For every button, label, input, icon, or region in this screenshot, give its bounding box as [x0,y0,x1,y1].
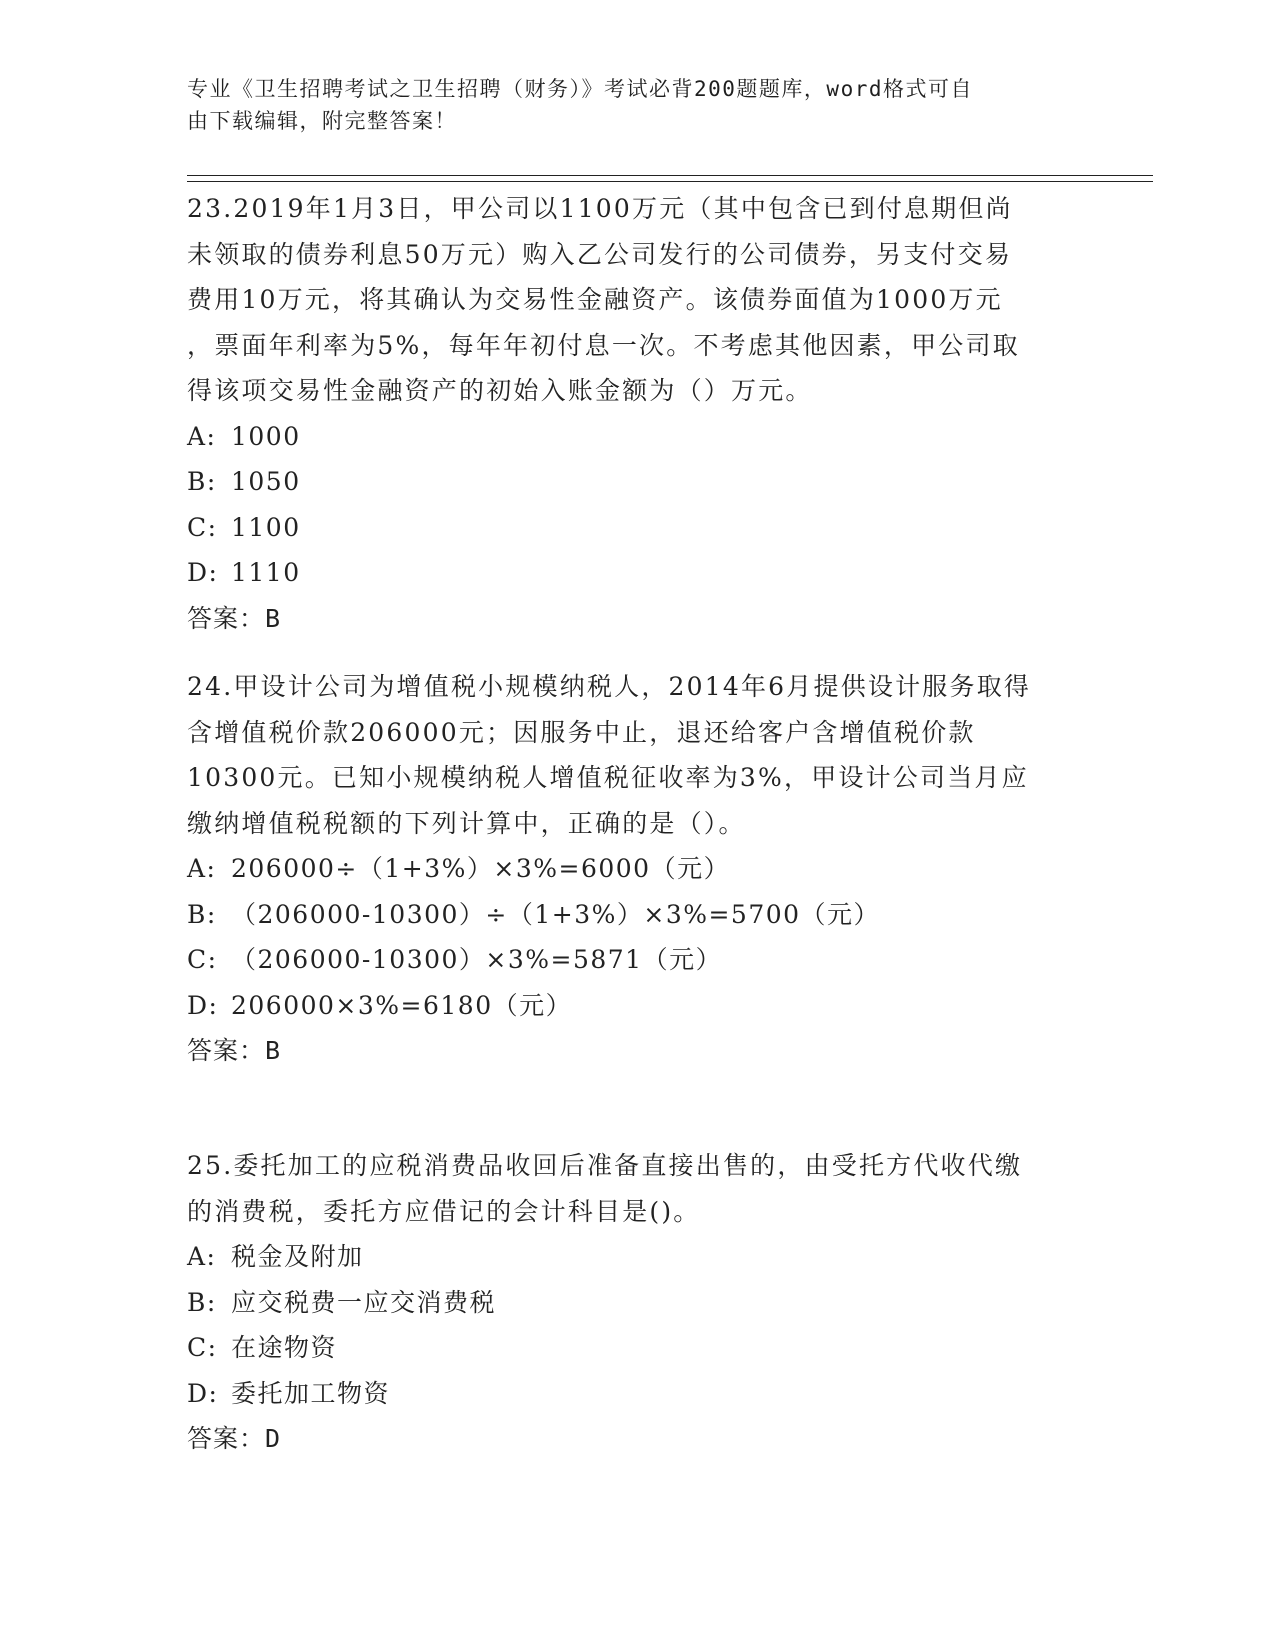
question-24 [187,664,1087,1074]
option-a [187,1234,1087,1280]
header-line-2: 由下载编辑，附完整答案！ [187,109,457,133]
option-letter: C: [187,1333,218,1362]
option-text: 206000÷（1+3%）×3%=6000（元） [231,854,731,883]
option-text: 税金及附加 [231,1242,364,1271]
header-divider-top [187,175,1153,176]
option-letter: D: [187,1378,219,1408]
header-divider-bottom [187,181,1153,182]
option-text: 1110 [231,558,301,587]
stem-line: 24.甲设计公司为增值税小规模纳税人，2014年6月提供设计服务取得 [187,672,1032,701]
question-23 [187,186,1087,641]
answer-line: 答案：B [187,603,282,633]
option-b [187,892,1087,938]
option-text: 应交税费一应交消费税 [231,1287,497,1317]
question-stem [187,664,1087,846]
answer-line: 答案：D [187,1424,282,1453]
question-25 [187,1143,1087,1462]
stem-line: 费用10万元，将其确认为交易性金融资产。该债券面值为1000万元 [187,285,1003,314]
option-text: 1000 [231,421,301,451]
stem-line: 缴纳增值税税额的下列计算中，正确的是（）。 [187,808,746,838]
stem-line: 23.2019年1月3日，甲公司以1100万元（其中包含已到付息期但尚 [187,194,1013,223]
option-c [187,1325,1087,1371]
option-a [187,846,1087,892]
option-letter: A: [187,421,217,451]
question-stem [187,1143,1087,1234]
option-text: 1100 [231,512,301,542]
option-text: 在途物资 [231,1333,338,1362]
stem-line: 未领取的债券利息50万元）购入乙公司发行的公司债券，另支付交易 [187,239,1013,269]
stem-line: 10300元。已知小规模纳税人增值税征收率为3%，甲设计公司当月应 [187,763,1029,792]
option-c [187,937,1087,983]
option-letter: B: [187,899,217,929]
option-a [187,414,1087,460]
stem-line: 的消费税，委托方应借记的会计科目是()。 [187,1196,701,1226]
stem-line: 含增值税价款206000元；因服务中止，退还给客户含增值税价款 [187,717,976,747]
option-letter: B: [187,467,217,496]
stem-line: 25.委托加工的应税消费品收回后准备直接出售的，由受托方代收代缴 [187,1151,1023,1180]
option-d [187,983,1087,1029]
option-b [187,459,1087,505]
option-text: 委托加工物资 [231,1378,391,1408]
option-letter: C: [187,512,218,542]
option-letter: B: [187,1287,217,1317]
option-d [187,1371,1087,1417]
option-letter: C: [187,945,218,974]
option-text: （206000-10300）×3%=5871（元） [231,945,723,974]
option-text: 206000×3%=6180（元） [231,990,573,1020]
header-line-1: 专业《卫生招聘考试之卫生招聘（财务）》考试必背200题题库，word格式可自 [187,77,973,101]
stem-line: ，票面年利率为5%，每年年初付息一次。不考虑其他因素，甲公司取 [187,330,1020,360]
stem-line: 得该项交易性金融资产的初始入账金额为（）万元。 [187,376,813,405]
question-stem [187,186,1087,414]
option-letter: D: [187,990,219,1020]
option-letter: A: [187,1242,217,1271]
answer-line: 答案：B [187,1036,282,1065]
option-b [187,1280,1087,1326]
option-d [187,550,1087,596]
option-letter: A: [187,854,217,883]
option-c [187,505,1087,551]
option-text: （206000-10300）÷（1+3%）×3%=5700（元） [231,899,881,929]
option-text: 1050 [231,467,301,496]
option-letter: D: [187,558,219,587]
document-header [187,73,1067,137]
